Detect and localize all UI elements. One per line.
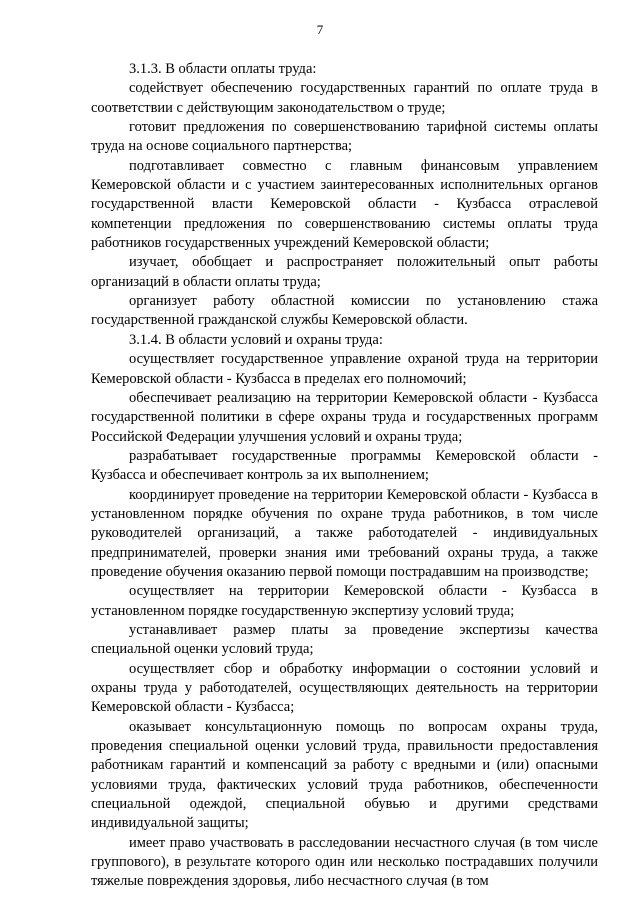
paragraph: разрабатывает государственные программы Кемеровской области - Кузбасса и обеспечивает контроль за их выполнением; — [91, 447, 598, 484]
paragraph: осуществляет сбор и обработку информации о состоянии условий и охраны труда у работодателей, осуществляющих деятельность на территории Кемеровской области - Кузбасса; — [91, 660, 598, 716]
section-heading-3-1-3: 3.1.3. В области оплаты труда: — [129, 61, 317, 77]
page-number: 7 — [316, 22, 324, 37]
paragraph: оказывает консультационную помощь по вопросам охраны труда, проведения специальной оценки условий труда, правильности предоставления работникам гарантий и компенсаций за работу с вредными и (или) опасными условиями труда, фактических условий труда работников, обеспеченности специальной одеждой, специальной обувью и другими средствами индивидуальной защиты; — [91, 718, 598, 832]
paragraph: изучает, обобщает и распространяет положительный опыт работы организаций в области оплаты труда; — [91, 254, 598, 290]
paragraph: осуществляет на территории Кемеровской области - Кузбасса в установленном порядке государственную экспертизу условий труда; — [91, 583, 598, 619]
paragraph: устанавливает размер платы за проведение экспертизы качества специальной оценки условий труда; — [91, 621, 598, 658]
paragraph: готовит предложения по совершенствованию тарифной системы оплаты труда на основе социального партнерства; — [91, 119, 598, 155]
paragraph: обеспечивает реализацию на территории Кемеровской области - Кузбасса государственной политики в сфере охраны труда и государственных программ Российской Федерации улучшения условий и охраны труда; — [91, 389, 598, 445]
document-body — [91, 60, 598, 892]
paragraph: осуществляет государственное управление охраной труда на территории Кемеровской области - Кузбасса в пределах его полномочий; — [91, 351, 598, 387]
paragraph: координирует проведение на территории Кемеровской области - Кузбасса в установленном порядке обучения по охране труда работников, в том числе руководителей организаций, а также работодателей - индивидуальных предпринимателей, проверки знания ими требований охраны труда, а также проведение обучения оказанию первой помощи пострадавшим на производстве; — [91, 486, 598, 580]
paragraph: подготавливает совместно с главным финансовым управлением Кемеровской области и с участием заинтересованных исполнительных органов государственной власти Кемеровской области - Кузбасса отраслевой компетенции предложения по совершенствованию системы оплаты труда работников государственных учреждений Кемеровской области; — [91, 157, 598, 252]
section-heading-3-1-4: 3.1.4. В области условий и охраны труда: — [129, 331, 383, 348]
paragraph: организует работу областной комиссии по установлению стажа государственной гражданской службы Кемеровской области. — [91, 293, 598, 329]
paragraph: содействует обеспечению государственных гарантий по оплате труда в соответствии с действующим законодательством о труде; — [91, 80, 598, 116]
paragraph: имеет право участвовать в расследовании несчастного случая (в том числе группового), в результате которого один или несколько пострадавших получили тяжелые повреждения здоровья, либо несчастного случая (в том — [91, 834, 598, 890]
